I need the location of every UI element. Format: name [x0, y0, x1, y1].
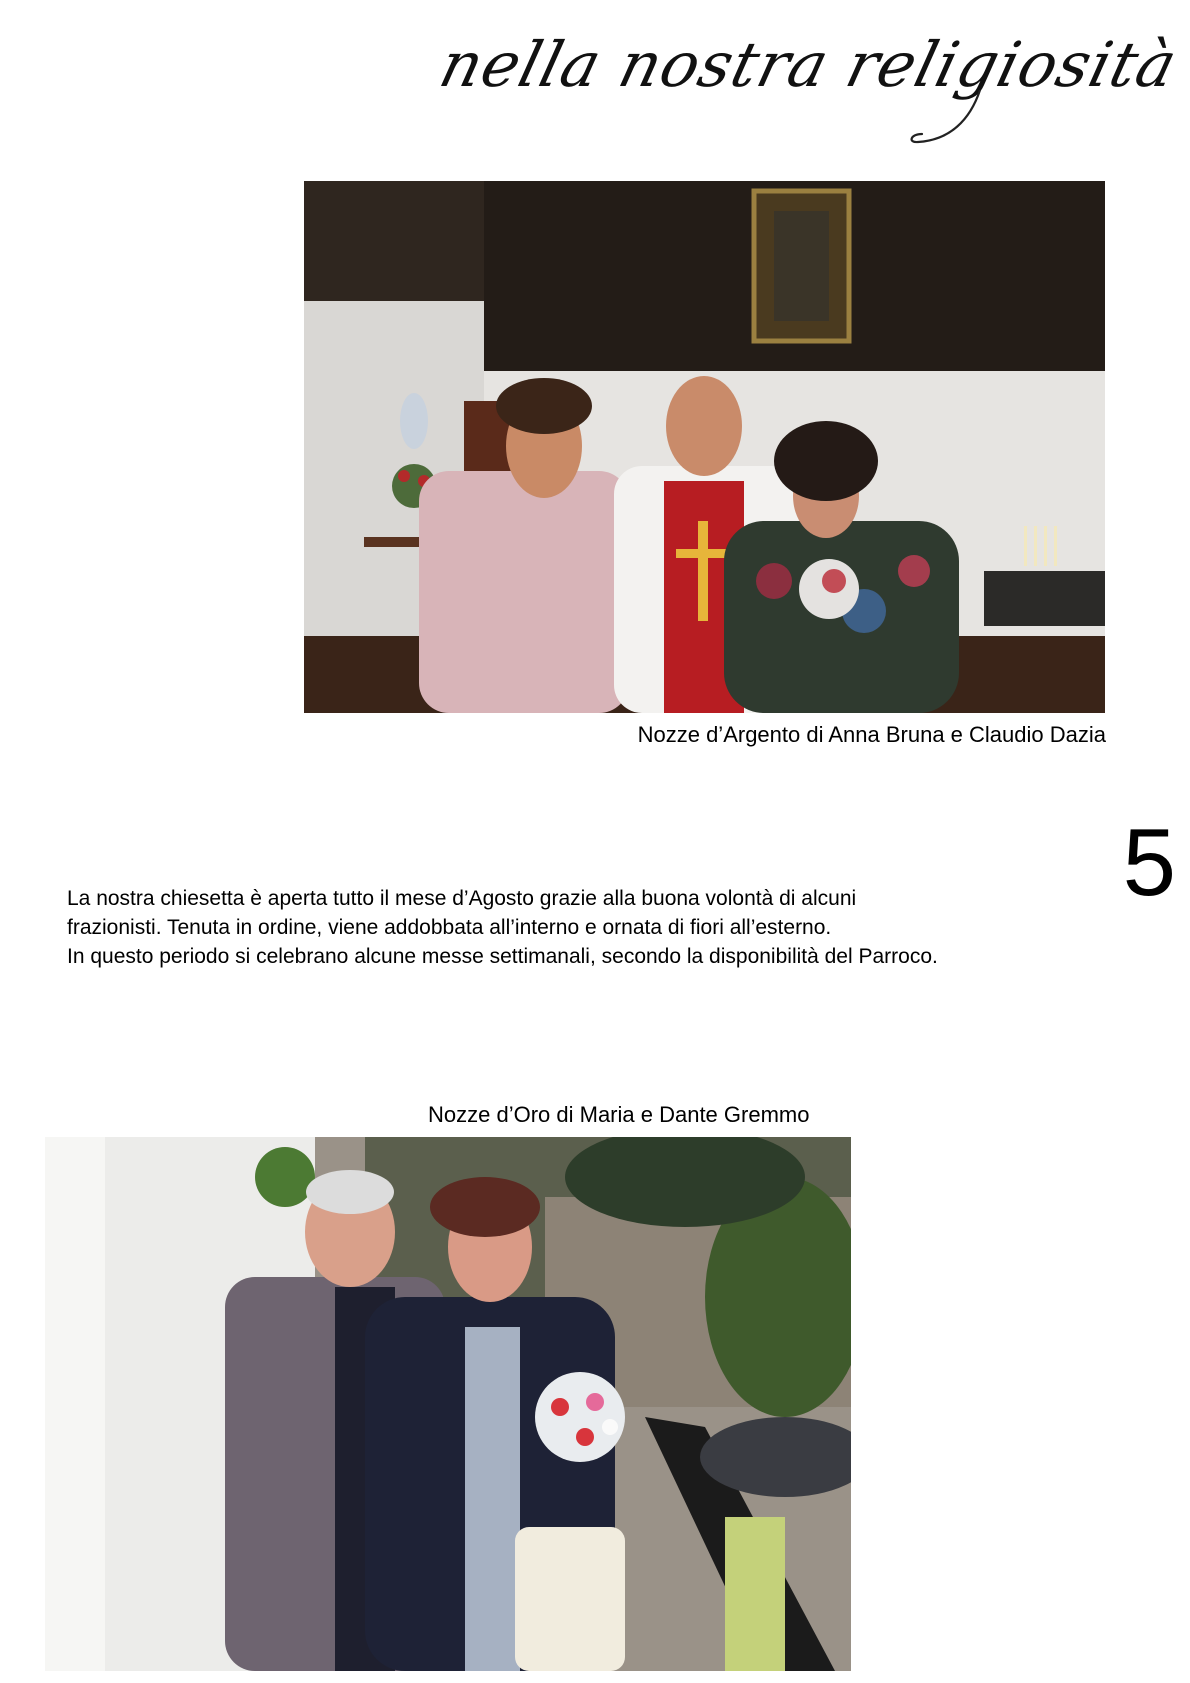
title-flourish-icon — [910, 90, 1000, 150]
page-number: 5 — [1122, 809, 1176, 916]
page-header-title: nella nostra religiosità — [433, 28, 1186, 101]
body-paragraph — [67, 884, 1077, 971]
silver-anniversary-caption: Nozze d’Argento di Anna Bruna e Claudio Dazia — [637, 722, 1106, 747]
body-line: La nostra chiesetta è aperta tutto il mese d’Agosto grazie alla buona volontà di alcuni — [67, 887, 857, 910]
body-line: frazionisti. Tenuta in ordine, viene addobbata all’interno e ornata di fiori all’esterno. — [67, 916, 832, 939]
golden-anniversary-caption: Nozze d’Oro di Maria e Dante Gremmo — [428, 1102, 810, 1127]
silver-anniversary-photo — [304, 181, 1105, 713]
body-line: In questo periodo si celebrano alcune messe settimanali, secondo la disponibilità del Parroco. — [67, 945, 938, 968]
golden-anniversary-photo — [45, 1137, 851, 1671]
